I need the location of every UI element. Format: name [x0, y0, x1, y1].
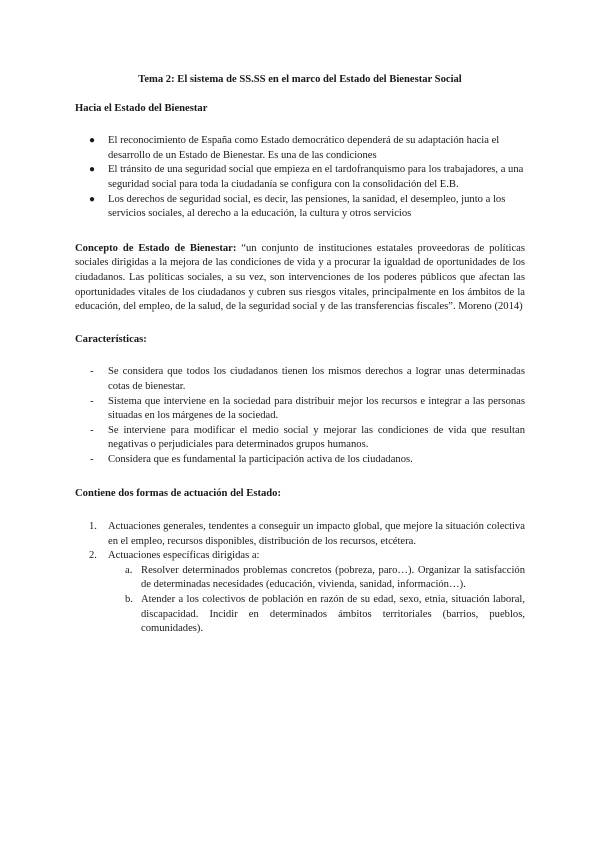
list-item [75, 549, 525, 637]
dash-icon: - [90, 453, 94, 465]
characteristics-list [75, 365, 525, 467]
list-item-text: Considera que es fundamental la participación activa de los ciudadanos. [108, 453, 413, 465]
list-letter: a. [125, 564, 133, 576]
list-item-text: Se interviene para modificar el medio social y mejorar las condiciones de vida que resultan negativas o perjudiciales para determinados grupos humanos. [108, 424, 525, 451]
list-item-text: Se considera que todos los ciudadanos tienen los mismos derechos a lograr unas determinadas cotas de bienestar. [108, 366, 525, 392]
dash-icon: - [90, 395, 94, 407]
list-item-text: Actuaciones generales, tendentes a conseguir un impacto global, que mejore la situación colectiva en el empleo, recursos disponibles, distribución de los recursos, etcétera. [108, 521, 525, 547]
bullet-icon: ● [89, 193, 96, 205]
list-number: 2. [89, 550, 97, 562]
list-item-text: El tránsito de una seguridad social que empieza en el tardofranquismo para los trabajadores, a una seguridad social para toda la ciudadanía se configura con la consolidación del E.B. [108, 164, 524, 190]
dash-icon: - [90, 424, 94, 436]
list-letter: b. [125, 594, 133, 606]
sub-list-item [108, 564, 525, 593]
dash-icon: - [90, 366, 94, 378]
section-heading-welfare: Hacia el Estado del Bienestar [75, 102, 208, 114]
sub-list-item-text: Resolver determinados problemas concretos (pobreza, paro…). Organizar la satisfacción de determinadas necesidades (educación, vivienda, sanidad, información…). [141, 564, 525, 591]
list-item [75, 134, 525, 163]
forms-numbered-list [75, 520, 525, 637]
list-item [75, 520, 525, 549]
list-item-text: El reconocimiento de España como Estado democrático dependerá de su adaptación hacia el desarrollo de un Estado de Bienestar. Es una de las condiciones [108, 135, 500, 161]
list-item [75, 395, 525, 424]
list-item-text: Los derechos de seguridad social, es decir, las pensiones, la sanidad, el desempleo, junto a los servicios sociales, al derecho a la educación, la cultura y otros servicios [108, 193, 506, 220]
list-item [75, 365, 525, 394]
list-number: 1. [89, 521, 97, 533]
welfare-bullet-list [75, 134, 525, 222]
list-item-text: Actuaciones específicas dirigidas a: [108, 550, 260, 562]
concept-lead: Concepto de Estado de Bienestar: [75, 242, 237, 254]
concept-text: “un conjunto de instituciones estatales proveedoras de políticas sociales dirigidas a la mejora de las condiciones de vida y a procurar la igualdad de oportunidades de los ciudadanos. Las políticas sociales, a su vez, son intervenciones de los poderes públicos que afectan las oportunidades vitales de los ciudadanos y cubren sus riesgos vitales, principalmente en los ámbitos de la educación, del empleo, de la salud, de la seguridad social y de las transferencias fiscales”. Moreno (2014) [75, 242, 525, 313]
sub-list-item [108, 593, 525, 637]
concept-paragraph [75, 242, 525, 315]
list-item-text: Sistema que interviene en la sociedad para distribuir mejor los recursos e integrar a las personas situadas en los márgenes de la sociedad. [108, 395, 525, 422]
bullet-icon: ● [89, 164, 96, 176]
list-item [75, 163, 525, 192]
section-heading-forms: Contiene dos formas de actuación del Estado: [75, 488, 281, 500]
document-title: Tema 2: El sistema de SS.SS en el marco del Estado del Bienestar Social [138, 74, 462, 85]
list-item [75, 193, 525, 222]
list-item [75, 424, 525, 453]
bullet-icon: ● [89, 135, 96, 147]
specific-actions-sublist [108, 564, 525, 637]
section-heading-characteristics: Características: [75, 333, 147, 345]
sub-list-item-text: Atender a los colectivos de población en razón de su edad, sexo, etnia, situación laboral, discapacidad. Incidir en determinados ámbitos territoriales (barrios, pueblos, comunidades). [141, 594, 525, 635]
list-item [75, 453, 525, 468]
